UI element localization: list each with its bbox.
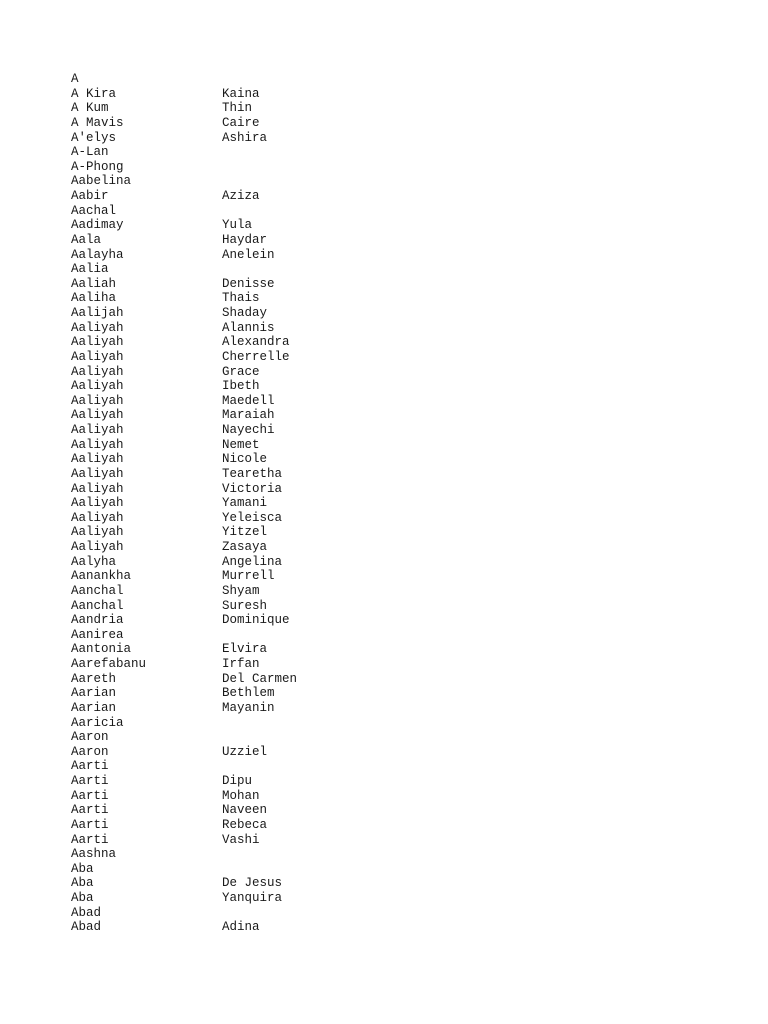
second-name-cell: Angelina: [222, 554, 283, 569]
first-name-cell: Aaliyah: [71, 510, 124, 525]
list-item: [71, 452, 297, 467]
first-name-cell: Aaliyah: [71, 393, 124, 408]
second-name-cell: Mohan: [222, 788, 260, 803]
second-name-cell: Ashira: [222, 130, 268, 145]
first-name-cell: Aala: [71, 232, 102, 247]
list-item: [71, 730, 297, 745]
first-name-cell: Aba: [71, 861, 94, 876]
second-name-cell: Shyam: [222, 583, 260, 598]
second-name-cell: Uzziel: [222, 744, 268, 759]
list-item: [71, 716, 297, 731]
first-name-cell: Aaliyah: [71, 335, 124, 350]
list-item: [71, 365, 297, 380]
first-name-cell: Aaliyah: [71, 408, 124, 423]
second-name-cell: Cherrelle: [222, 349, 290, 364]
list-item: [71, 408, 297, 423]
list-item: [71, 876, 297, 891]
first-name-cell: Aaricia: [71, 715, 124, 730]
list-item: [71, 306, 297, 321]
first-name-cell: Aaliyah: [71, 349, 124, 364]
list-item: [71, 774, 297, 789]
list-item: [71, 672, 297, 687]
list-item: [71, 657, 297, 672]
list-item: [71, 321, 297, 336]
second-name-cell: Bethlem: [222, 686, 275, 701]
first-name-cell: Aba: [71, 876, 94, 891]
first-name-cell: Aanirea: [71, 627, 124, 642]
second-name-cell: Aziza: [222, 189, 260, 203]
first-name-cell: Aashna: [71, 847, 117, 862]
list-item: [71, 482, 297, 497]
second-name-cell: Thais: [222, 291, 260, 306]
list-item: [71, 394, 297, 409]
second-name-cell: Naveen: [222, 803, 268, 818]
list-item: [71, 599, 297, 614]
list-item: [71, 759, 297, 774]
list-item: [71, 686, 297, 701]
second-name-cell: Rebeca: [222, 817, 268, 832]
first-name-cell: Aaliyah: [71, 320, 124, 335]
list-item: [71, 628, 297, 643]
first-name-cell: A Mavis: [71, 115, 124, 130]
second-name-cell: Zasaya: [222, 540, 268, 554]
list-item: [71, 218, 297, 233]
first-name-cell: Aachal: [71, 203, 117, 218]
first-name-cell: Aandria: [71, 613, 124, 628]
list-item: [71, 335, 297, 350]
list-item: [71, 72, 297, 87]
second-name-cell: Caire: [222, 115, 260, 130]
list-item: [71, 174, 297, 189]
second-name-cell: Adina: [222, 920, 260, 935]
list-item: [71, 862, 297, 877]
second-name-cell: Yula: [222, 218, 253, 233]
second-name-cell: Maraiah: [222, 408, 275, 423]
list-item: [71, 540, 297, 555]
list-item: [71, 277, 297, 292]
first-name-cell: Aaliyah: [71, 364, 124, 379]
first-name-cell: Aaliyah: [71, 423, 124, 437]
first-name-cell: Aaliyah: [71, 379, 124, 394]
list-item: [71, 847, 297, 862]
list-item: [71, 160, 297, 175]
list-item: [71, 87, 297, 102]
list-item: [71, 248, 297, 263]
list-item: [71, 584, 297, 599]
first-name-cell: Aarian: [71, 700, 117, 715]
first-name-cell: Aanankha: [71, 569, 132, 584]
first-name-cell: Aarian: [71, 686, 117, 701]
second-name-cell: Alexandra: [222, 335, 290, 350]
second-name-cell: Mayanin: [222, 700, 275, 715]
first-name-cell: Aarti: [71, 803, 109, 818]
second-name-cell: Nicole: [222, 452, 268, 467]
second-name-cell: Alannis: [222, 320, 275, 335]
second-name-cell: Thin: [222, 101, 253, 116]
name-list: [71, 72, 297, 935]
list-item: [71, 555, 297, 570]
list-item: [71, 291, 297, 306]
second-name-cell: Tearetha: [222, 466, 283, 481]
list-item: [71, 116, 297, 131]
first-name-cell: Aarti: [71, 759, 109, 774]
first-name-cell: Aareth: [71, 671, 117, 686]
list-item: [71, 438, 297, 453]
first-name-cell: Aanchal: [71, 598, 124, 613]
first-name-cell: Aaliyah: [71, 525, 124, 540]
first-name-cell: Aaliha: [71, 291, 117, 306]
first-name-cell: Aabelina: [71, 174, 132, 189]
second-name-cell: Kaina: [222, 86, 260, 101]
first-name-cell: Aanchal: [71, 583, 124, 598]
list-item: [71, 891, 297, 906]
first-name-cell: Aalayha: [71, 247, 124, 262]
first-name-cell: Aalia: [71, 262, 109, 277]
list-item: [71, 262, 297, 277]
list-item: [71, 701, 297, 716]
first-name-cell: Aaliyah: [71, 540, 124, 554]
first-name-cell: Aabir: [71, 189, 109, 203]
list-item: [71, 233, 297, 248]
list-item: [71, 145, 297, 160]
list-item: [71, 423, 297, 438]
list-item: [71, 569, 297, 584]
second-name-cell: Dominique: [222, 613, 290, 628]
first-name-cell: Aantonia: [71, 642, 132, 657]
second-name-cell: Maedell: [222, 393, 275, 408]
first-name-cell: Aarti: [71, 774, 109, 788]
second-name-cell: Yitzel: [222, 525, 268, 540]
first-name-cell: Abad: [71, 920, 102, 935]
second-name-cell: Vashi: [222, 832, 260, 847]
second-name-cell: Grace: [222, 364, 260, 379]
second-name-cell: Yamani: [222, 496, 268, 511]
list-item: [71, 525, 297, 540]
second-name-cell: De Jesus: [222, 876, 283, 891]
list-item: [71, 613, 297, 628]
list-item: [71, 818, 297, 833]
second-name-cell: Victoria: [222, 481, 283, 496]
second-name-cell: Denisse: [222, 276, 275, 291]
first-name-cell: Aaliyah: [71, 452, 124, 467]
first-name-cell: Aarti: [71, 832, 109, 847]
first-name-cell: Abad: [71, 905, 102, 920]
first-name-cell: A: [71, 72, 79, 86]
list-item: [71, 496, 297, 511]
list-item: [71, 803, 297, 818]
first-name-cell: Aaliah: [71, 276, 117, 291]
second-name-cell: Ibeth: [222, 379, 260, 394]
list-item: [71, 833, 297, 848]
second-name-cell: Murrell: [222, 569, 275, 584]
list-item: [71, 131, 297, 146]
list-item: [71, 379, 297, 394]
second-name-cell: Suresh: [222, 598, 268, 613]
first-name-cell: Aaliyah: [71, 466, 124, 481]
first-name-cell: Aaliyah: [71, 437, 124, 452]
list-item: [71, 789, 297, 804]
first-name-cell: Aarti: [71, 788, 109, 803]
first-name-cell: Aadimay: [71, 218, 124, 233]
second-name-cell: Yeleisca: [222, 510, 283, 525]
list-item: [71, 642, 297, 657]
list-item: [71, 906, 297, 921]
first-name-cell: Aaron: [71, 744, 109, 759]
list-item: [71, 204, 297, 219]
second-name-cell: Nemet: [222, 437, 260, 452]
first-name-cell: A Kira: [71, 86, 117, 101]
first-name-cell: A-Lan: [71, 145, 109, 160]
first-name-cell: Aaliyah: [71, 496, 124, 511]
list-item: [71, 101, 297, 116]
second-name-cell: Shaday: [222, 306, 268, 320]
first-name-cell: Aalyha: [71, 554, 117, 569]
list-item: [71, 350, 297, 365]
list-item: [71, 920, 297, 935]
second-name-cell: Anelein: [222, 247, 275, 262]
first-name-cell: Aaron: [71, 730, 109, 745]
list-item: [71, 511, 297, 526]
list-item: [71, 467, 297, 482]
second-name-cell: Del Carmen: [222, 671, 298, 686]
first-name-cell: A'elys: [71, 130, 117, 145]
first-name-cell: A Kum: [71, 101, 109, 116]
first-name-cell: A-Phong: [71, 159, 124, 174]
second-name-cell: Irfan: [222, 657, 260, 671]
first-name-cell: Aba: [71, 891, 94, 905]
list-item: [71, 745, 297, 760]
second-name-cell: Haydar: [222, 232, 268, 247]
second-name-cell: Dipu: [222, 774, 253, 788]
first-name-cell: Aarti: [71, 817, 109, 832]
second-name-cell: Nayechi: [222, 423, 275, 437]
list-item: [71, 189, 297, 204]
first-name-cell: Aaliyah: [71, 481, 124, 496]
first-name-cell: Aalijah: [71, 306, 124, 320]
first-name-cell: Aarefabanu: [71, 657, 147, 671]
second-name-cell: Elvira: [222, 642, 268, 657]
second-name-cell: Yanquira: [222, 891, 283, 905]
